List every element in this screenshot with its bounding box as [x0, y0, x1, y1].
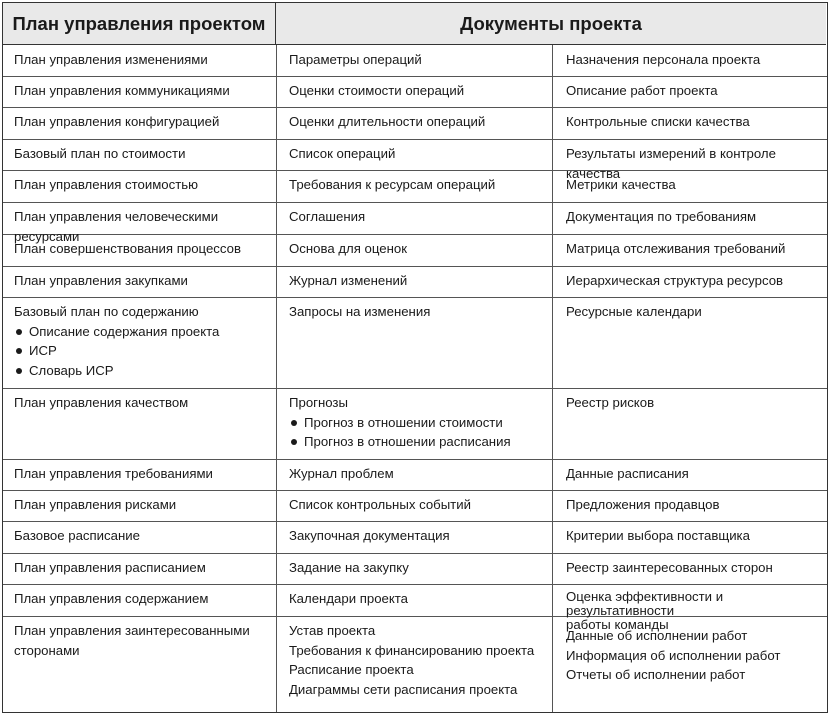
table-cell: План управления содержанием — [14, 591, 209, 606]
table-cell: План совершенствования процессов — [14, 241, 241, 256]
bullet-item: Прогноз в отношении расписания — [289, 432, 552, 452]
project-management-table — [2, 2, 828, 713]
cell-line: План управления заинтересованными — [14, 623, 250, 638]
table-cell: Задание на закупку — [289, 560, 409, 575]
table-cell: План управления конфигурацией — [14, 114, 220, 129]
bullet-item: Прогноз в отношении стоимости — [289, 413, 552, 433]
table-cell: План управления расписанием — [14, 560, 206, 575]
table-cell: Журнал изменений — [289, 273, 408, 288]
column-documents-2 — [552, 45, 827, 712]
bullet-item: Описание содержания проекта — [14, 322, 276, 342]
bullet-item: Словарь ИСР — [14, 361, 276, 381]
table-cell: Основа для оценок — [289, 241, 407, 256]
bullet-list — [289, 413, 552, 452]
table-cell: Параметры операций — [289, 52, 422, 67]
table-cell: Список операций — [289, 146, 396, 161]
cell-line: Информация об исполнении работ — [566, 647, 781, 663]
table-cell: Требования к ресурсам операций — [289, 177, 496, 192]
cell-line: работы команды — [566, 617, 669, 632]
cell-line: Требования к финансированию проекта — [289, 642, 535, 658]
table-cell: План управления стоимостью — [14, 177, 199, 192]
column-documents-1 — [276, 45, 553, 712]
table-cell: Контрольные списки качества — [566, 114, 750, 129]
table-cell: План управления качеством — [14, 395, 189, 410]
bullet-item: ИСР — [14, 341, 276, 361]
table-cell: Журнал проблем — [289, 466, 394, 481]
table-cell — [276, 388, 552, 452]
table-cell — [3, 297, 276, 380]
table-cell: Данные расписания — [566, 466, 689, 481]
column-management-plan — [3, 45, 277, 712]
table-cell: Иерархическая структура ресурсов — [566, 273, 784, 288]
table-cell: Базовый план по стоимости — [14, 146, 186, 161]
cell-line: Устав проекта — [289, 623, 376, 638]
table-cell: План управления коммуникациями — [14, 83, 230, 98]
table-cell: Ресурсные календари — [566, 304, 702, 319]
table-cell: План управления закупками — [14, 273, 188, 288]
cell-line: Данные об исполнении работ — [566, 628, 748, 643]
table-cell — [552, 616, 827, 685]
table-cell: Матрица отслеживания требований — [566, 241, 786, 256]
table-cell — [3, 616, 276, 660]
table-cell: Запросы на изменения — [289, 304, 431, 319]
table-cell: План управления человеческими ресурсами — [14, 209, 219, 244]
table-cell: Критерии выбора поставщика — [566, 528, 750, 543]
bullet-list — [14, 322, 276, 381]
cell-title: Базовый план по содержанию — [14, 304, 199, 319]
table-cell: Календари проекта — [289, 591, 409, 606]
header-project-management-plan: План управления проектом — [3, 3, 276, 45]
table-cell: Закупочная документация — [289, 528, 450, 543]
cell-line: Расписание проекта — [289, 662, 414, 677]
table-cell: Реестр рисков — [566, 395, 655, 410]
table-cell: Оценки стоимости операций — [289, 83, 465, 98]
cell-line: Диаграммы сети расписания проекта — [289, 681, 518, 697]
table-cell: План управления требованиями — [14, 466, 213, 481]
table-cell: План управления изменениями — [14, 52, 208, 67]
cell-line: Отчеты об исполнении работ — [566, 667, 746, 682]
table-cell: Документация по требованиям — [566, 209, 757, 224]
cell-line: сторонами — [14, 642, 80, 658]
table-cell: Базовое расписание — [14, 528, 140, 543]
table-cell: Соглашения — [289, 209, 366, 224]
table-cell: Назначения персонала проекта — [566, 52, 761, 67]
table-cell: Реестр заинтересованных сторон — [566, 560, 773, 575]
table-cell: План управления рисками — [14, 497, 177, 512]
table-cell: Список контрольных событий — [289, 497, 471, 512]
cell-line: Оценка эффективности и результативности — [566, 589, 724, 618]
table-cell — [276, 616, 552, 699]
table-cell: Предложения продавцов — [566, 497, 720, 512]
table-cell: Результаты измерений в контроле качества — [566, 146, 776, 181]
cell-title: Прогнозы — [289, 395, 348, 410]
table-cell: Описание работ проекта — [566, 83, 718, 98]
table-cell: Метрики качества — [566, 177, 676, 192]
header-project-documents: Документы проекта — [276, 3, 826, 45]
table-cell: Оценки длительности операций — [289, 114, 486, 129]
